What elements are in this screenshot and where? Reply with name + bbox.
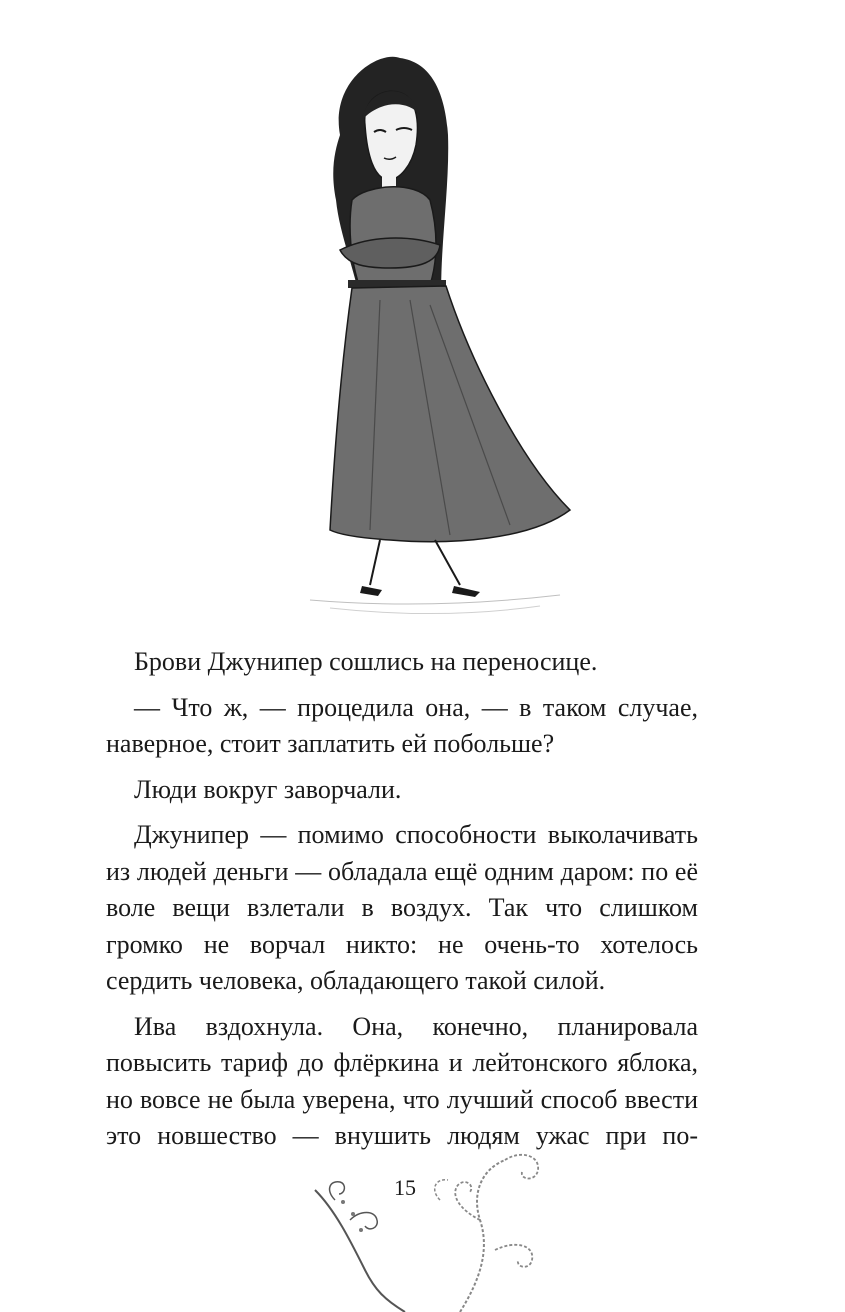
fern-ornament-right [420,1140,560,1312]
body-text [106,644,698,1155]
paragraph: Брови Джунипер сошлись на переносице. [134,647,598,676]
paragraph: Люди вокруг заворчали. [134,774,402,804]
skirt [330,286,570,542]
paragraph: Ива вздохнула. Она, конечно, планировала повысить тариф до флёркина и лейтонского яблока, но вовсе не была уверена, что лучший способ ввести это новшество — внушить людям ужас при по- [106,1011,698,1150]
paragraph: — Что ж, — процедила она, — в таком случае, наверное, стоит заплатить ей побольше? [106,692,698,758]
girl-illustration [270,40,590,630]
paragraph: Джунипер — помимо способности выколачивать из людей деньги — обладала ещё одним даром: по её воле вещи взлетали в воздух. Так что слишком громко не ворчал никто: не очень-то хотелось сердить человека, обладающего такой силой. [106,820,698,995]
page-number: 15 [394,1175,416,1200]
legs [370,540,460,585]
